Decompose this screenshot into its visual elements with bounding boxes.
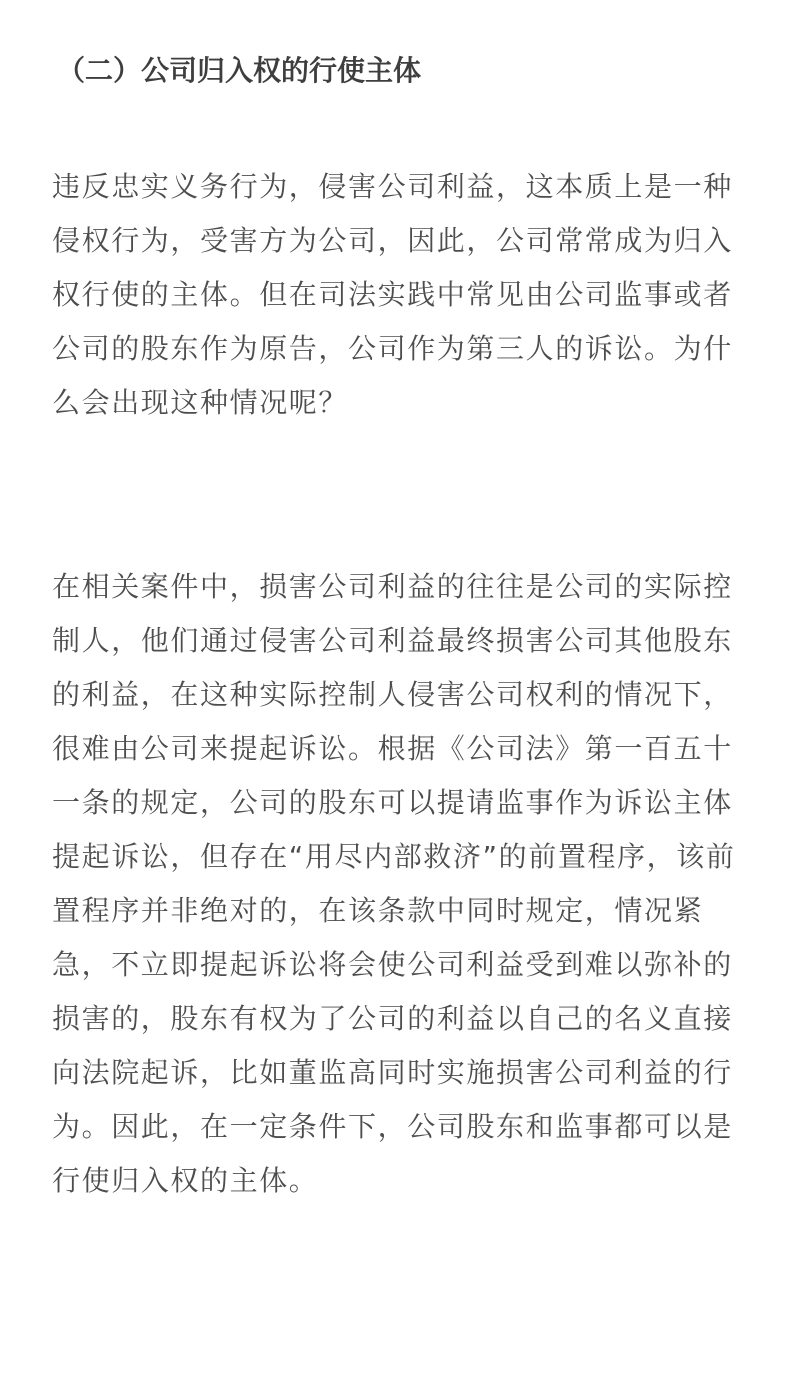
- paragraph-line: 权行使的主体。但在司法实践中常见由公司监事或者: [52, 278, 733, 311]
- paragraph-line: 置程序并非绝对的，在该条款中同时规定，情况紧: [52, 894, 704, 927]
- paragraph-line: 制人，他们通过侵害公司利益最终损害公司其他股东: [52, 624, 733, 657]
- paragraph-line: 为。因此，在一定条件下，公司股东和监事都可以是: [52, 1110, 733, 1143]
- paragraph-line: 违反忠实义务行为，侵害公司利益，这本质上是一种: [52, 170, 733, 203]
- paragraph-line: 侵权行为，受害方为公司，因此，公司常常成为归入: [52, 224, 733, 257]
- paragraph-line: 么会出现这种情况呢？: [52, 386, 349, 419]
- paragraph-1: [52, 160, 752, 430]
- paragraph-line: 急，不立即提起诉讼将会使公司利益受到难以弥补的: [52, 948, 733, 981]
- paragraph-line: 一条的规定，公司的股东可以提请监事作为诉讼主体: [52, 786, 733, 819]
- paragraph-line: 提起诉讼，但存在“用尽内部救济”的前置程序，该前: [52, 840, 736, 873]
- paragraph-line: 向法院起诉，比如董监高同时实施损害公司利益的行: [52, 1056, 733, 1089]
- paragraph-line: 行使归入权的主体。: [52, 1164, 319, 1197]
- paragraph-line: 损害的，股东有权为了公司的利益以自己的名义直接: [52, 1002, 733, 1035]
- section-heading: （二）公司归入权的行使主体: [57, 54, 422, 87]
- paragraph-line: 很难由公司来提起诉讼。根据《公司法》第一百五十: [52, 732, 733, 765]
- paragraph-line: 在相关案件中，损害公司利益的往往是公司的实际控: [52, 570, 733, 603]
- paragraph-2: [52, 560, 752, 1208]
- paragraph-line: 公司的股东作为原告，公司作为第三人的诉讼。为什: [52, 332, 733, 365]
- paragraph-line: 的利益，在这种实际控制人侵害公司权利的情况下，: [52, 678, 733, 711]
